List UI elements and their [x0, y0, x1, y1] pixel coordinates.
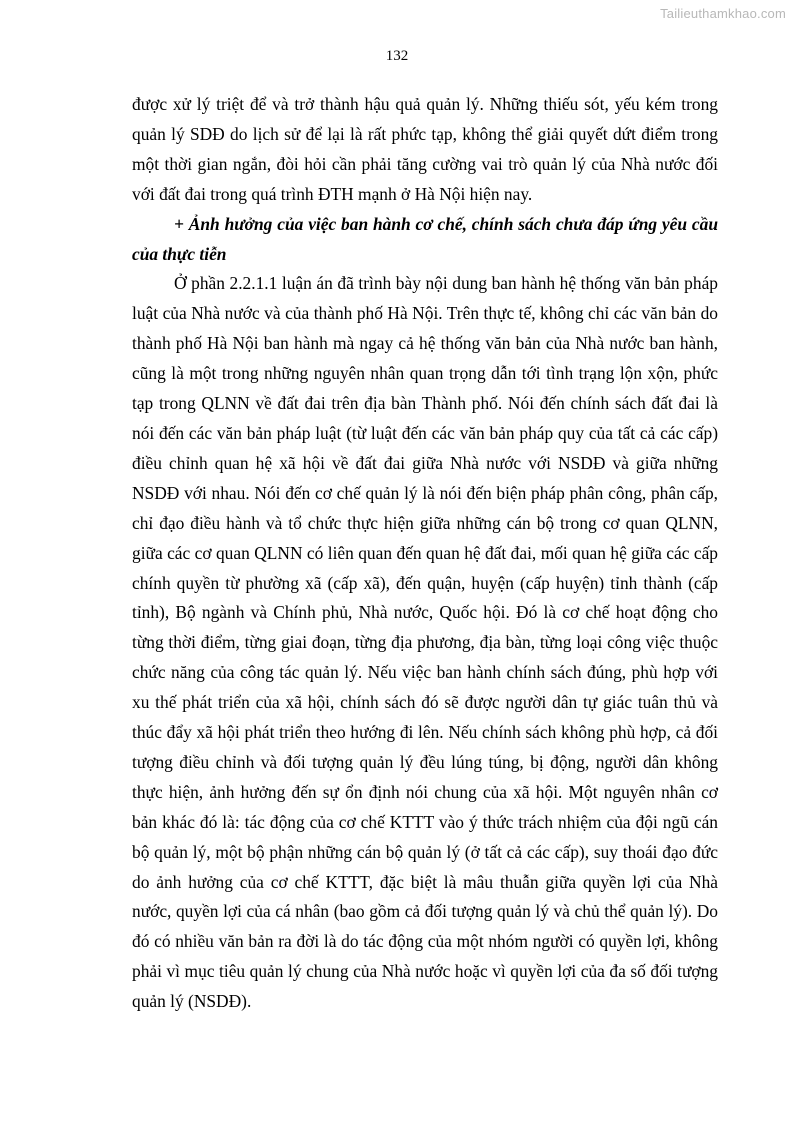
paragraph-continuation: được xử lý triệt để và trở thành hậu quả quản lý. Những thiếu sót, yếu kém trong quản lý SDĐ do lịch sử để lại là rất phức tạp, không thể giải quyết dứt điểm trong một thời gian ngắn, đòi hỏi cần phải tăng cường vai trò quản lý của Nhà nước đối với đất đai trong quá trình ĐTH mạnh ở Hà Nội hiện nay.: [132, 94, 718, 204]
page-number: 132: [385, 48, 409, 64]
paragraph-main: Ở phần 2.2.1.1 luận án đã trình bày nội dung ban hành hệ thống văn bản pháp luật của Nhà nước và của thành phố Hà Nội. Trên thực tế, không chỉ các văn bản do thành phố Hà Nội ban hành mà ngay cả hệ thống văn bản của Nhà nước ban hành, cũng là một trong những nguyên nhân quan trọng dẫn tới tình trạng lộn xộn, phức tạp trong QLNN về đất đai trên địa bàn Thành phố. Nói đến chính sách đất đai là nói đến các văn bản pháp luật (từ luật đến các văn bản pháp quy của tất cả các cấp) điều chỉnh quan hệ xã hội về đất đai giữa Nhà nước với NSDĐ và giữa những NSDĐ với nhau. Nói đến cơ chế quản lý là nói đến biện pháp phân công, phân cấp, chỉ đạo điều hành và tổ chức thực hiện giữa những cán bộ trong cơ quan QLNN, giữa các cơ quan QLNN có liên quan đến quan hệ đất đai, mối quan hệ giữa các cấp chính quyền từ phường xã (cấp xã), đến quận, huyện (cấp huyện) tỉnh thành (cấp tỉnh), Bộ ngành và Chính phủ, Nhà nước, Quốc hội. Đó là cơ chế hoạt động cho từng thời điểm, từng giai đoạn, từng địa phương, địa bàn, từng loại công việc thuộc chức năng của công tác quản lý. Nếu việc ban hành chính sách đúng, phù hợp với xu thế phát triển của xã hội, chính sách đó sẽ được người dân tự giác tuân thủ và thúc đẩy xã hội phát triển theo hướng đi lên. Nếu chính sách không phù hợp, cả đối tượng điều chỉnh và đối tượng quản lý đều lúng túng, bị động, người dân không thực hiện, ảnh hưởng đến sự ổn định nói chung của xã hội. Một nguyên nhân cơ bản khác đó là: tác động của cơ chế KTTT vào ý thức trách nhiệm của đội ngũ cán bộ quản lý, một bộ phận những cán bộ quản lý (ở tất cả các cấp), suy thoái đạo đức do ảnh hưởng của cơ chế KTTT, đặc biệt là mâu thuẫn giữa quyền lợi của Nhà nước, quyền lợi của cá nhân (bao gồm cả đối tượng quản lý và chủ thể quản lý). Do đó có nhiều văn bản ra đời là do tác động của một nhóm người có quyền lợi, không phải vì mục tiêu quản lý chung của Nhà nước hoặc vì quyền lợi của đa số đối tượng quản lý (NSDĐ).: [132, 273, 718, 1012]
watermark: Tailieuthamkhao.com: [660, 6, 786, 21]
document-body: [132, 90, 718, 1017]
section-heading: + Ảnh hưởng của việc ban hành cơ chế, chính sách chưa đáp ứng yêu cầu của thực tiễn: [132, 213, 718, 264]
